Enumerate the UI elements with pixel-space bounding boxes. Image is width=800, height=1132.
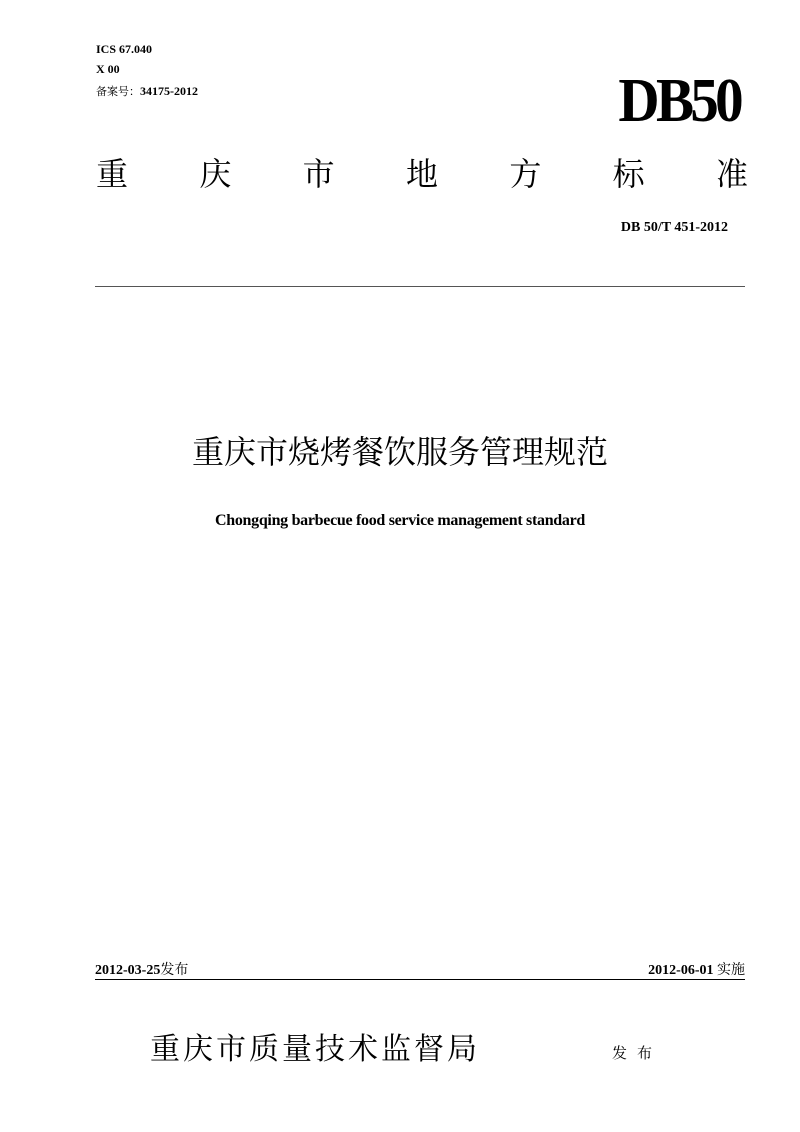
category-code: X 00	[96, 62, 120, 76]
header-divider	[95, 286, 745, 287]
standard-type-char: 准	[715, 155, 748, 193]
effective-date-line	[648, 960, 745, 981]
filing-number-line	[96, 84, 198, 99]
footer-divider	[95, 979, 745, 980]
filing-label: 备案号：	[96, 85, 140, 98]
effective-date: 2012-06-01	[648, 963, 714, 978]
publish-date: 2012-03-25	[95, 963, 161, 978]
publish-label: 发布	[160, 962, 189, 978]
standard-type-char: 市	[302, 155, 335, 193]
standard-type-char: 庆	[199, 155, 232, 193]
standard-type-char: 方	[509, 155, 542, 193]
standard-number: DB 50/T 451-2012	[620, 220, 728, 235]
issue-label: 发布	[612, 1044, 663, 1062]
effective-label: 实施	[717, 962, 745, 978]
issuing-authority: 重庆市质量技术监督局	[150, 1032, 480, 1067]
standard-type-char: 地	[405, 155, 438, 193]
standard-type-heading	[96, 154, 748, 194]
db50-logo: DB50	[618, 67, 740, 135]
publish-date-line	[95, 960, 188, 981]
ics-code: ICS 67.040	[96, 42, 153, 56]
filing-number: 34175-2012	[140, 84, 198, 98]
standard-type-char: 重	[96, 155, 129, 193]
title-english: Chongqing barbecue food service management standard	[214, 512, 586, 529]
title-chinese: 重庆市烧烤餐饮服务管理规范	[191, 433, 608, 471]
standard-type-char: 标	[612, 155, 645, 193]
